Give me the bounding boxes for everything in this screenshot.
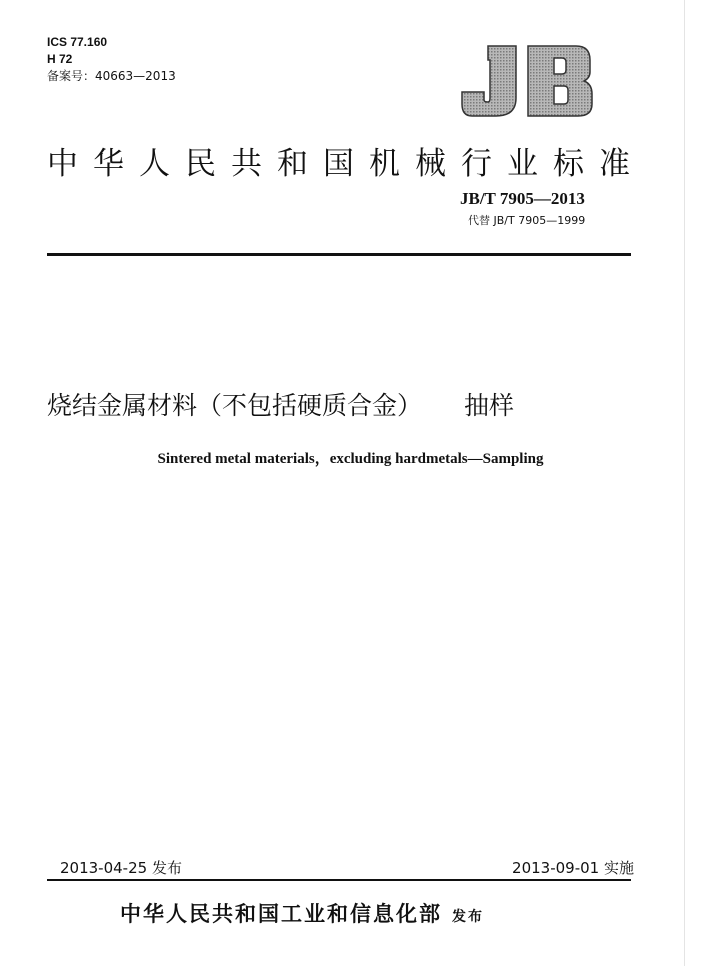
chinese-title-main: 烧结金属材料（不包括硬质合金） [47,391,423,420]
h-code: H 72 [47,52,73,66]
standard-category-title: 中华人民共和国机械行业标准 [47,146,645,182]
standard-number: JB/T 7905—2013 [460,189,585,208]
replaces-standard: 代替 JB/T 7905—1999 [468,214,586,227]
scan-edge [684,0,685,966]
classification-codes [47,34,176,85]
implementation-date: 2013-09-01 实施 [512,859,634,877]
publisher-name: 中华人民共和国工业和信息化部 [120,902,442,926]
ics-code: ICS 77.160 [47,35,108,49]
publisher [120,898,484,928]
chinese-title-sub: 抽样 [464,391,515,420]
issue-date: 2013-04-25 发布 [60,859,182,877]
top-divider [47,253,631,256]
bottom-divider [47,879,631,881]
chinese-title [47,386,514,422]
publisher-suffix: 发布 [452,909,484,925]
record-number: 备案号：40663—2013 [47,69,176,83]
jb-logo [458,42,596,120]
english-title: Sintered metal materials，excluding hardmetals—Sampling [157,451,544,467]
